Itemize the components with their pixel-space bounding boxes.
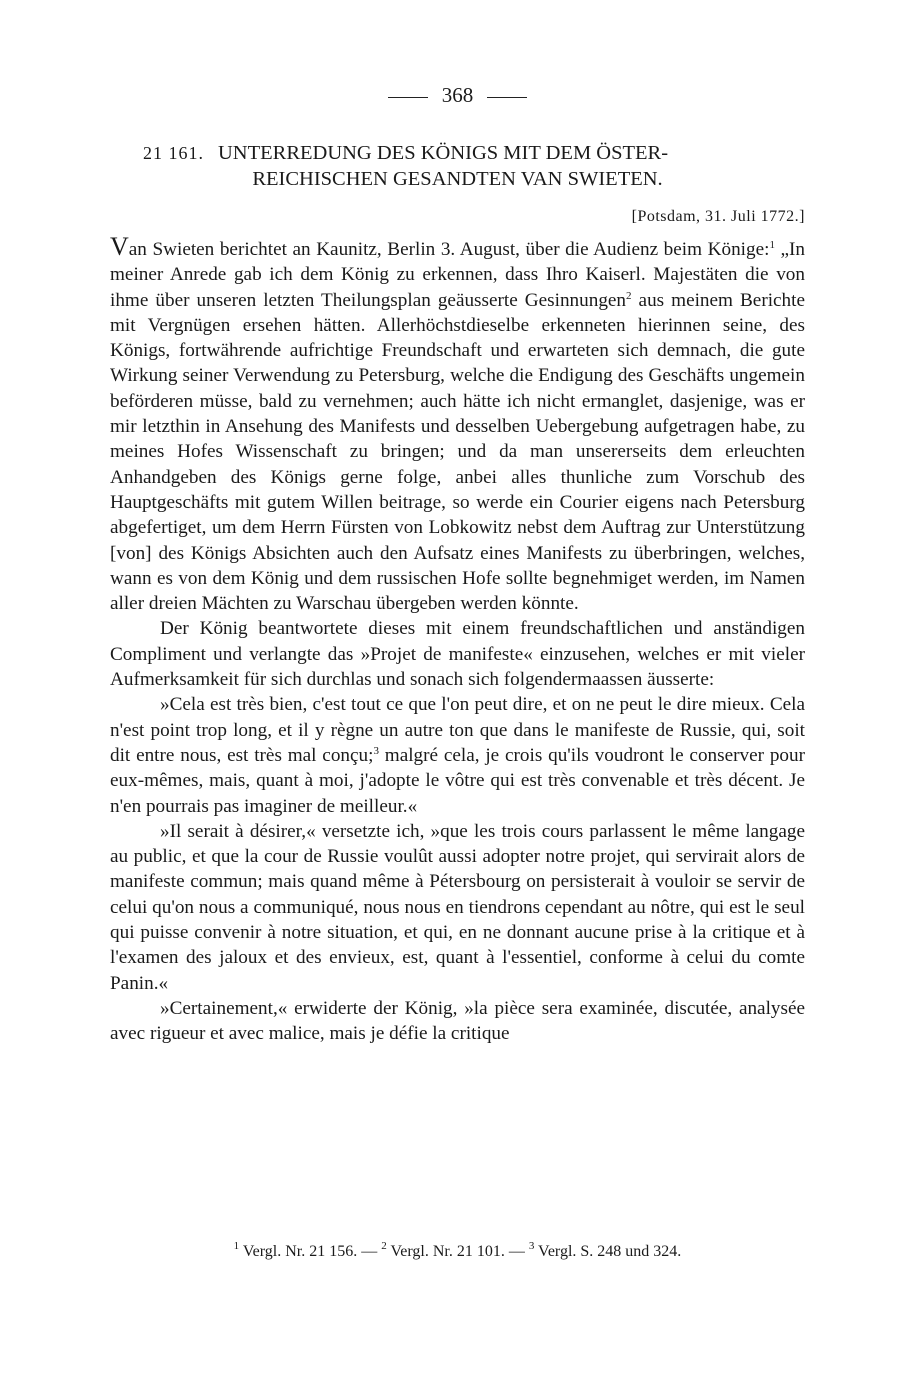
paragraph-4: »Il serait à désirer,« versetzte ich, »que les trois cours parlassent le même langage au public, et que la cour de Russie voulût aussi adopter notre projet, qui servirait alors de manifeste commun; mais quand même à Pétersbourg on persisterait à vouloir se servir de celui qu'on nous a communiqué, nous nous en tiendrons cependant au nôtre, qui est le seul qui puisse convenir à notre situation, et qui, en ne donnant aucune prise à la critique et à l'examen des jaloux et des envieux, est, quant à l'essentiel, conforme à celui du comte Panin.«	[110, 820, 805, 994]
paragraph-1	[110, 234, 805, 616]
footnotes	[110, 1241, 805, 1263]
page-number-line	[110, 82, 805, 112]
footnote-2: Vergl. Nr. 21 101. —	[386, 1243, 529, 1260]
footnote-mark-1: 1	[233, 1240, 240, 1252]
paragraph-1-b: „In meiner Anrede gab ich dem König zu erkennen, dass Ihro Kaiserl. Majestäten die von ihme über unseren letzten Theilungsplan geäusserte Gesinnungen	[110, 239, 806, 311]
heading-line-1	[110, 140, 805, 166]
heading-line-2: REICHISCHEN GESANDTEN VAN SWIETEN.	[252, 168, 663, 190]
page-number-dash-right	[487, 97, 527, 98]
paragraph-3-a: »Cela est très bien, c'est tout ce que l'on peut dire, et on ne peut le dire mieux. Cela n'est point trop long, et il y règne un autre ton que dans le manifeste de Russie, qui, soit dit entre nous, est très mal conçu;	[110, 694, 805, 766]
heading-title-1: UNTERREDUNG DES KÖNIGS MIT DEM ÖSTER-	[218, 142, 669, 164]
footnote-3: Vergl. S. 248 und 324.	[534, 1243, 682, 1260]
body-text	[110, 234, 805, 1047]
document-number: 21 161.	[143, 143, 204, 163]
document-page	[110, 82, 805, 1047]
dateline: [Potsdam, 31. Juli 1772.]	[631, 208, 805, 225]
footnote-1: Vergl. Nr. 21 156. —	[239, 1243, 382, 1260]
footnote-ref-3: 3	[373, 744, 379, 757]
footnote-mark-3: 3	[528, 1240, 535, 1252]
page-number-dash-left	[388, 97, 428, 98]
paragraph-5: »Certainement,« erwiderte der König, »la pièce sera examinée, discutée, analysée avec rigueur et avec malice, mais je défie la critique	[110, 997, 805, 1045]
section-heading	[110, 140, 805, 192]
paragraph-1-c: aus meinem Berichte mit Vergnügen ersehen hätten. Allerhöchstdieselbe erkenneten hierinnen seine, des Königs, fortwährende aufrichtige Freundschaft und erwarteten sich demnach, die gute Wirkung seiner Verwendung zu Petersburg, welche die Endigung des Geschäfts ungemein beförderen müsse, bald zu vernehmen; auch hätte ich nicht ermanglet, dasjenige, was er mir letzthin in Ansehung des Manifests und desselben Uebergebung aufgetragen habe, zu meines Hofes Wissenschaft zu bringen; und da man unsererseits dem erleuchten Anhandgeben des Königs gerne folge, anbei alles thunliche zum Vorschub des Hauptgeschäfts mit gutem Willen beitrage, so werde ein Courier eigens nach Petersburg abgefertiget, um dem Herrn Fürsten von Lobkowitz nebst dem Auftrag zur Unterstützung [von] des Königs Absichten auch den Aufsatz eines Manifests zu überbringen, welches, wann es von dem König und dem russischen Hofe sollte begnehmiget werden, im Namen aller dreien Mächten zu Warschau übergeben werden könnte.	[110, 289, 805, 615]
paragraph-3	[110, 692, 805, 818]
paragraph-2: Der König beantwortete dieses mit einem freundschaftlichen und anständigen Compliment und verlangte das »Projet de manifeste« einzusehen, welches er mit vieler Aufmerksamkeit für sich durchlas und sonach sich folgendermaassen äusserte:	[110, 618, 805, 691]
footnote-ref-2: 2	[626, 289, 632, 302]
paragraph-3-b: malgré cela, je crois qu'ils voudront le conserver pour eux-mêmes, mais, quant à moi, j'adopte le vôtre qui est très convenable et très décent. Je n'en pourrais pas imaginer de meilleur.«	[110, 744, 805, 817]
page-number: 368	[441, 83, 474, 107]
footnote-mark-2: 2	[381, 1240, 387, 1252]
footnote-ref-1: 1	[769, 239, 775, 251]
initial-letter: V	[110, 232, 129, 261]
paragraph-1-a: an Swieten berichtet an Kaunitz, Berlin 3. August, über die Audienz beim Könige:	[128, 239, 770, 260]
